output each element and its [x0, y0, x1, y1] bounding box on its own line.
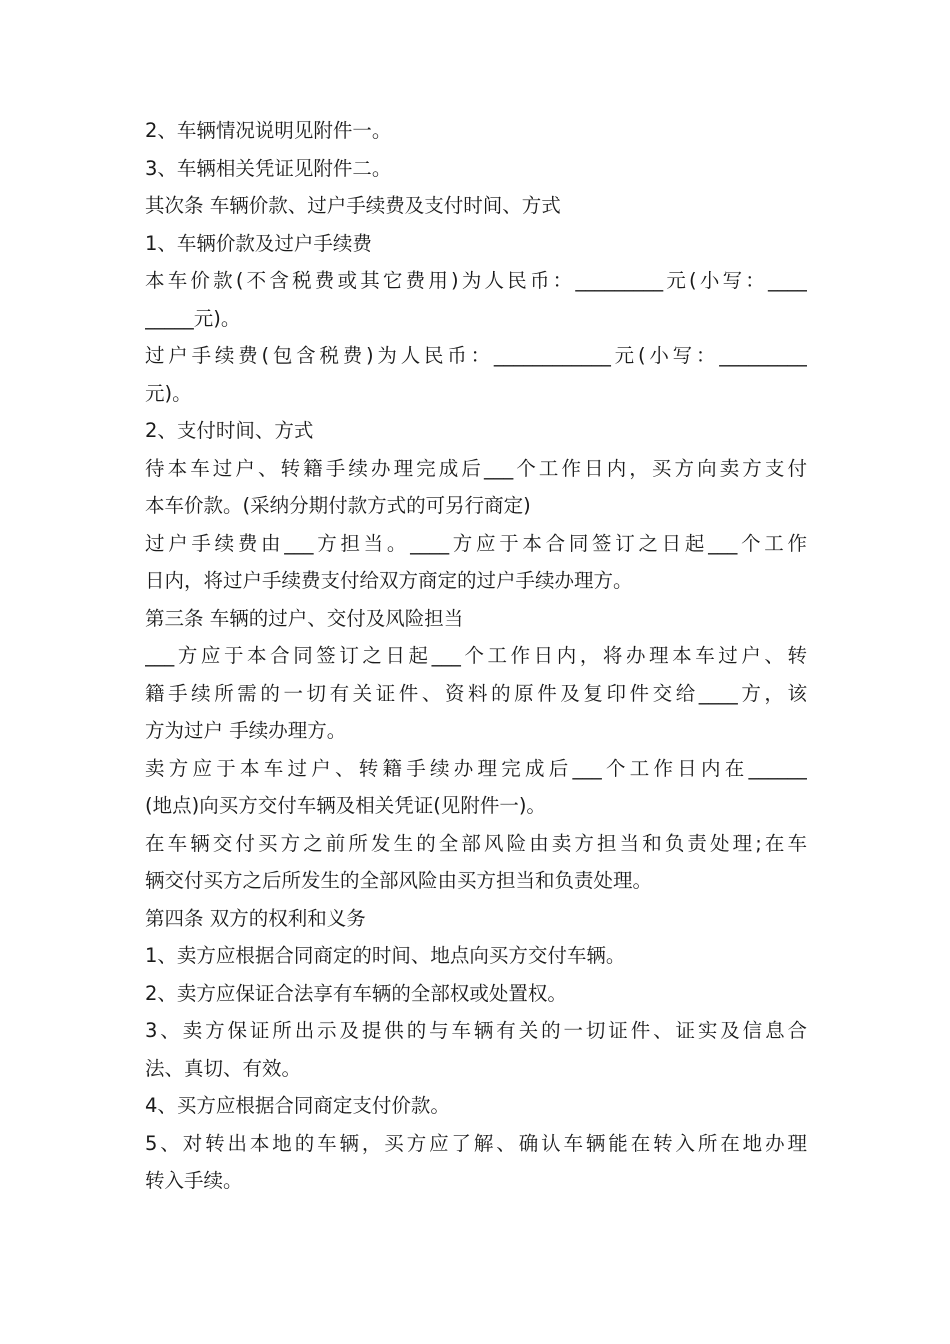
text-line: 转入手续。 — [145, 1169, 243, 1192]
text-line: 本车价款。(采纳分期付款方式的可另行商定) — [145, 494, 531, 517]
text-line: 1、车辆价款及过户手续费 — [145, 231, 372, 255]
text-line: 5、对转出本地的车辆，买方应了解、确认车辆能在转入所在地办理 — [145, 1131, 807, 1155]
text-line: 辆交付买方之后所发生的全部风险由买方担当和负责处理。 — [145, 869, 653, 892]
text-line: 在车辆交付买方之前所发生的全部风险由卖方担当和负责处理;在车 — [145, 831, 807, 855]
text-line: 籍手续所需的一切有关证件、资料的原件及复印件交给____方，该 — [145, 681, 807, 705]
text-line: 2、支付时间、方式 — [145, 419, 314, 442]
text-line: 法、真切、有效。 — [145, 1056, 302, 1080]
text-line: 2、车辆情况说明见附件一。 — [145, 119, 392, 142]
text-line: 过户手续费由___方担当。____方应于本合同签订之日起___个工作 — [145, 531, 807, 555]
text-line: 过户手续费(包含税费)为人民币：____________元(小写：_________ — [145, 344, 807, 367]
text-line: ___方应于本合同签订之日起___个工作日内，将办理本车过户、转 — [145, 644, 807, 667]
document-page — [145, 112, 807, 1200]
text-line: 第三条 车辆的过户、交付及风险担当 — [145, 606, 464, 630]
text-line: 方为过户 手续办理方。 — [145, 719, 347, 742]
text-line: 2、卖方应保证合法享有车辆的全部权或处置权。 — [145, 981, 567, 1005]
text-line: 其次条 车辆价款、过户手续费及支付时间、方式 — [145, 194, 561, 217]
text-line: 元)。 — [145, 381, 192, 405]
text-line: 日内，将过户手续费支付给双方商定的过户手续办理方。 — [145, 569, 633, 592]
text-line: 3、车辆相关凭证见附件二。 — [145, 156, 392, 180]
text-line: (地点)向买方交付车辆及相关凭证(见附件一)。 — [145, 794, 546, 817]
text-line: 本车价款(不含税费或其它费用)为人民币：_________元(小写：____ — [145, 269, 807, 292]
text-line: 第四条 双方的权利和义务 — [145, 906, 366, 930]
text-line: 1、卖方应根据合同商定的时间、地点向买方交付车辆。 — [145, 944, 626, 967]
text-line: 4、买方应根据合同商定支付价款。 — [145, 1094, 450, 1117]
text-line: 待本车过户、转籍手续办理完成后___个工作日内，买方向卖方支付 — [145, 456, 807, 480]
text-line: 卖方应于本车过户、转籍手续办理完成后___个工作日内在______ — [145, 756, 807, 780]
text-line: 3、卖方保证所出示及提供的与车辆有关的一切证件、证实及信息合 — [145, 1019, 807, 1042]
text-line: _____元)。 — [145, 306, 241, 330]
